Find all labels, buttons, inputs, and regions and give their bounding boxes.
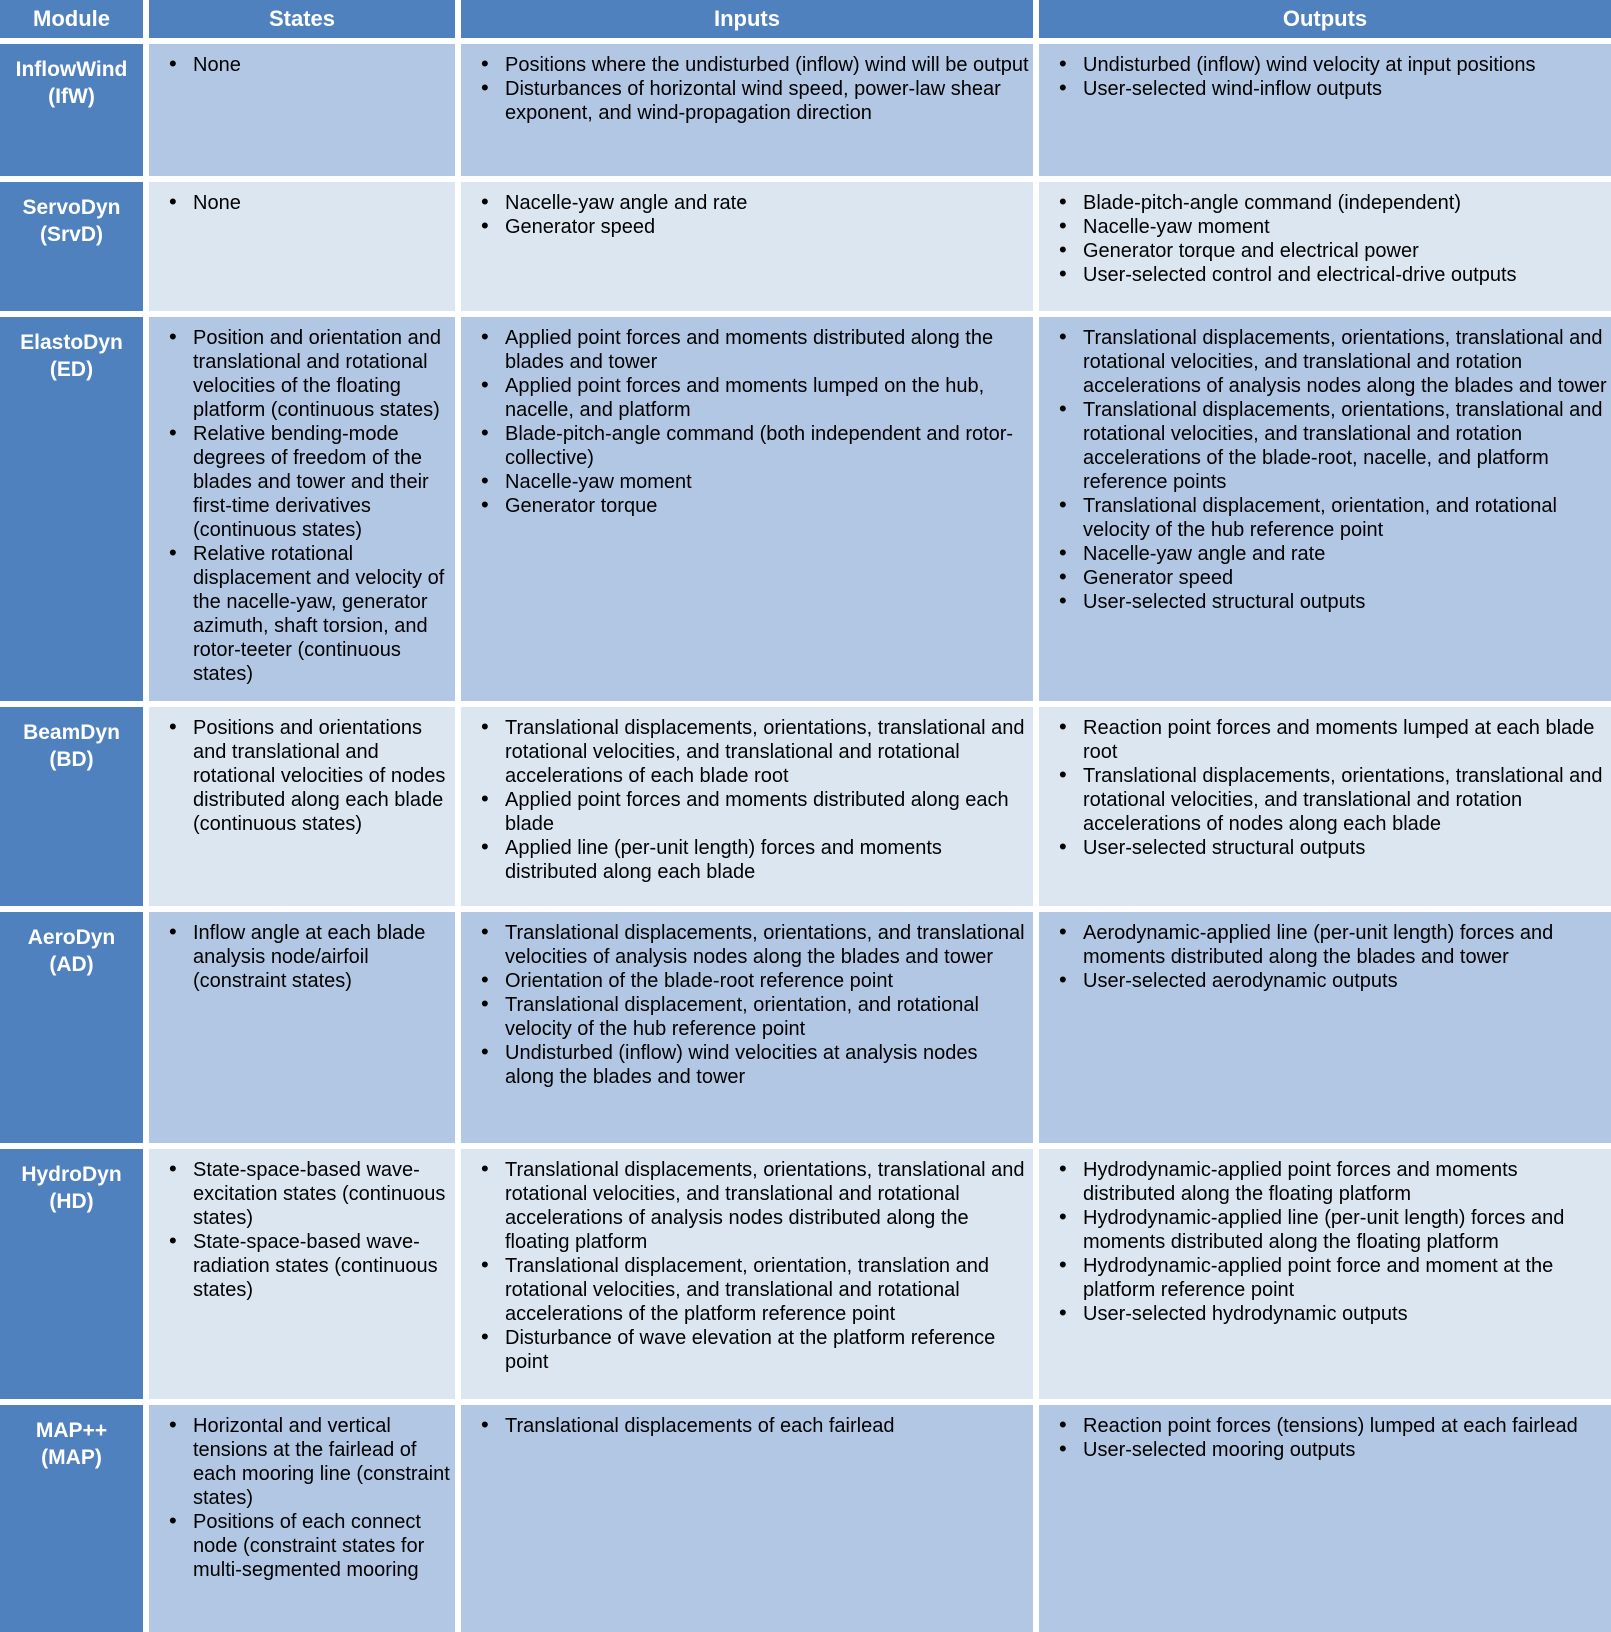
bullet-item: • User-selected wind-inflow outputs	[1039, 77, 1607, 101]
bullet-item: • Disturbance of wave elevation at the platform reference point	[461, 1326, 1029, 1374]
bullet-item: • Translational displacements, orientations, translational and rotational velocities, and translational and rotation accelerations of analysis nodes along the blades and tower	[1039, 326, 1607, 398]
inflowwind-inputs-cell	[461, 44, 1033, 176]
module-cell-aerodyn	[0, 912, 143, 1143]
module-abbr: (BD)	[49, 748, 94, 771]
bullet-list	[461, 326, 1029, 518]
bullet-item: • Applied point forces and moments lumped on the hub, nacelle, and platform	[461, 374, 1029, 422]
bullet-item: • Generator speed	[1039, 566, 1607, 590]
beamdyn-states-cell	[149, 707, 455, 906]
servodyn-states-cell	[149, 182, 455, 311]
bullet-item: • Translational displacement, orientation, and rotational velocity of the hub reference point	[1039, 494, 1607, 542]
bullet-item: • Translational displacements of each fairlead	[461, 1414, 1029, 1438]
bullet-list	[1039, 1414, 1607, 1462]
module-name: AeroDyn	[27, 926, 116, 949]
bullet-list	[461, 921, 1029, 1089]
elastodyn-outputs-cell	[1039, 317, 1611, 701]
bullet-item: • Position and orientation and translational and rotational velocities of the floating platform (continuous states)	[149, 326, 451, 422]
bullet-item: • Undisturbed (inflow) wind velocities at analysis nodes along the blades and tower	[461, 1041, 1029, 1089]
module-abbr: (AD)	[49, 953, 94, 976]
bullet-item: • Positions where the undisturbed (inflow) wind will be output	[461, 53, 1029, 77]
elastodyn-states-cell	[149, 317, 455, 701]
module-cell-servodyn	[0, 182, 143, 311]
map-inputs-cell	[461, 1405, 1033, 1632]
module-name: ElastoDyn	[20, 331, 123, 354]
bullet-item: • Nacelle-yaw angle and rate	[1039, 542, 1607, 566]
bullet-item: • Translational displacement, orientation, translation and rotational velocities, and translational and rotational accelerations of the platform reference point	[461, 1254, 1029, 1326]
bullet-item: • Inflow angle at each blade analysis node/airfoil (constraint states)	[149, 921, 451, 993]
bullet-item: • Reaction point forces and moments lumped at each blade root	[1039, 716, 1607, 764]
servodyn-outputs-cell	[1039, 182, 1611, 311]
module-abbr: (IfW)	[48, 85, 95, 108]
bullet-list	[149, 1158, 451, 1302]
bullet-item: • Positions of each connect node (constraint states for multi-segmented mooring	[149, 1510, 451, 1582]
inflowwind-outputs-cell	[1039, 44, 1611, 176]
inflowwind-states-cell	[149, 44, 455, 176]
bullet-list	[149, 53, 451, 77]
bullet-item: • Relative bending-mode degrees of freedom of the blades and tower and their first-time derivatives (continuous states)	[149, 422, 451, 542]
hydrodyn-inputs-cell	[461, 1149, 1033, 1399]
bullet-list	[461, 1158, 1029, 1374]
bullet-item: • None	[149, 53, 451, 77]
bullet-list	[461, 1414, 1029, 1438]
module-abbr: (ED)	[49, 358, 94, 381]
bullet-item: • Translational displacements, orientations, and translational velocities of analysis nodes along the blades and tower	[461, 921, 1029, 969]
bullet-item: • Translational displacement, orientation, and rotational velocity of the hub reference point	[461, 993, 1029, 1041]
bullet-list	[461, 716, 1029, 884]
bullet-item: • Applied point forces and moments distributed along each blade	[461, 788, 1029, 836]
bullet-list	[149, 921, 451, 993]
bullet-list	[149, 191, 451, 215]
bullet-item: • User-selected hydrodynamic outputs	[1039, 1302, 1607, 1326]
bullet-list	[149, 326, 451, 686]
bullet-item: • Orientation of the blade-root reference point	[461, 969, 1029, 993]
bullet-item: • Generator torque and electrical power	[1039, 239, 1607, 263]
module-cell-elastodyn	[0, 317, 143, 701]
bullet-item: • User-selected structural outputs	[1039, 590, 1607, 614]
bullet-item: • Undisturbed (inflow) wind velocity at input positions	[1039, 53, 1607, 77]
module-name: InflowWind	[15, 58, 128, 81]
bullet-item: • Blade-pitch-angle command (independent)	[1039, 191, 1607, 215]
bullet-item: • Horizontal and vertical tensions at the fairlead of each mooring line (constraint states)	[149, 1414, 451, 1510]
bullet-item: • Translational displacements, orientations, translational and rotational velocities, and translational and rotational accelerations of each blade root	[461, 716, 1029, 788]
bullet-list	[461, 53, 1029, 125]
bullet-item: • User-selected structural outputs	[1039, 836, 1607, 860]
bullet-item: • None	[149, 191, 451, 215]
bullet-list	[1039, 1158, 1607, 1326]
bullet-list	[149, 1414, 451, 1582]
bullet-item: • Blade-pitch-angle command (both independent and rotor-collective)	[461, 422, 1029, 470]
module-abbr: (MAP)	[41, 1446, 102, 1469]
module-abbr: (SrvD)	[39, 223, 103, 246]
bullet-list	[461, 191, 1029, 239]
bullet-item: • Disturbances of horizontal wind speed, power-law shear exponent, and wind-propagation direction	[461, 77, 1029, 125]
map-outputs-cell	[1039, 1405, 1611, 1632]
module-abbr: (HD)	[49, 1190, 94, 1213]
column-header-module: Module	[0, 0, 143, 38]
bullet-item: • Hydrodynamic-applied point force and moment at the platform reference point	[1039, 1254, 1607, 1302]
map-states-cell	[149, 1405, 455, 1632]
bullet-list	[1039, 716, 1607, 860]
module-cell-beamdyn	[0, 707, 143, 906]
bullet-item: • Translational displacements, orientations, translational and rotational velocities, and translational and rotation accelerations of the blade-root, nacelle, and platform reference points	[1039, 398, 1607, 494]
bullet-item: • Hydrodynamic-applied point forces and moments distributed along the floating platform	[1039, 1158, 1607, 1206]
bullet-item: • Relative rotational displacement and velocity of the nacelle-yaw, generator azimuth, shaft torsion, and rotor-teeter (continuous states)	[149, 542, 451, 686]
module-name: BeamDyn	[23, 721, 120, 744]
module-cell-hydrodyn	[0, 1149, 143, 1399]
column-header-states: States	[149, 0, 455, 38]
aerodyn-outputs-cell	[1039, 912, 1611, 1143]
bullet-item: • User-selected mooring outputs	[1039, 1438, 1607, 1462]
hydrodyn-outputs-cell	[1039, 1149, 1611, 1399]
bullet-item: • Aerodynamic-applied line (per-unit length) forces and moments distributed along the blades and tower	[1039, 921, 1607, 969]
bullet-item: • Applied point forces and moments distributed along the blades and tower	[461, 326, 1029, 374]
bullet-item: • State-space-based wave-excitation states (continuous states)	[149, 1158, 451, 1230]
column-header-inputs: Inputs	[461, 0, 1033, 38]
bullet-item: • Generator torque	[461, 494, 1029, 518]
bullet-item: • Nacelle-yaw moment	[461, 470, 1029, 494]
module-cell-inflowwind	[0, 44, 143, 176]
bullet-list	[1039, 53, 1607, 101]
bullet-item: • Reaction point forces (tensions) lumped at each fairlead	[1039, 1414, 1607, 1438]
hydrodyn-states-cell	[149, 1149, 455, 1399]
module-name: MAP++	[35, 1419, 108, 1442]
bullet-list	[1039, 921, 1607, 993]
bullet-list	[149, 716, 451, 836]
aerodyn-states-cell	[149, 912, 455, 1143]
module-name: ServoDyn	[22, 196, 121, 219]
bullet-item: • Applied line (per-unit length) forces and moments distributed along each blade	[461, 836, 1029, 884]
bullet-item: • State-space-based wave-radiation states (continuous states)	[149, 1230, 451, 1302]
module-cell-map	[0, 1405, 143, 1632]
bullet-item: • User-selected aerodynamic outputs	[1039, 969, 1607, 993]
bullet-item: • Hydrodynamic-applied line (per-unit length) forces and moments distributed along the floating platform	[1039, 1206, 1607, 1254]
bullet-item: • Translational displacements, orientations, translational and rotational velocities, and translational and rotation accelerations of nodes along each blade	[1039, 764, 1607, 836]
bullet-item: • Positions and orientations and translational and rotational velocities of nodes distributed along each blade (continuous states)	[149, 716, 451, 836]
bullet-item: • Translational displacements, orientations, translational and rotational velocities, and translational and rotational accelerations of analysis nodes distributed along the floating platform	[461, 1158, 1029, 1254]
bullet-item: • User-selected control and electrical-drive outputs	[1039, 263, 1607, 287]
elastodyn-inputs-cell	[461, 317, 1033, 701]
module-name: HydroDyn	[21, 1163, 122, 1186]
beamdyn-outputs-cell	[1039, 707, 1611, 906]
column-header-outputs: Outputs	[1039, 0, 1611, 38]
beamdyn-inputs-cell	[461, 707, 1033, 906]
bullet-list	[1039, 326, 1607, 614]
bullet-list	[1039, 191, 1607, 287]
bullet-item: • Generator speed	[461, 215, 1029, 239]
bullet-item: • Nacelle-yaw moment	[1039, 215, 1607, 239]
aerodyn-inputs-cell	[461, 912, 1033, 1143]
bullet-item: • Nacelle-yaw angle and rate	[461, 191, 1029, 215]
servodyn-inputs-cell	[461, 182, 1033, 311]
